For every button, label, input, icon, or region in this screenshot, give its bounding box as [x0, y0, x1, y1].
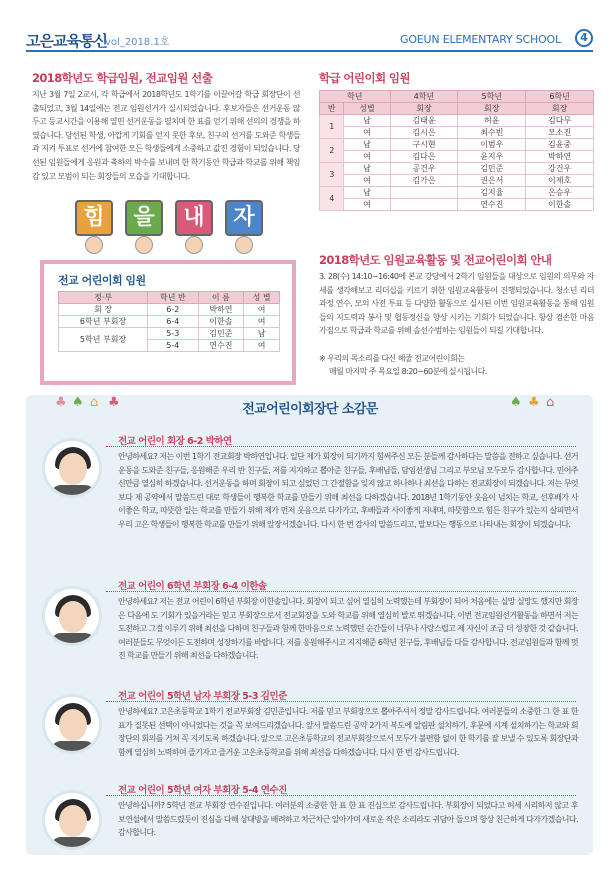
table-row: 6학년 부회장 6-4 이한솔 여 [59, 316, 280, 328]
table-row: 여 김가은 권은서 이제호 [320, 175, 594, 187]
table-header: 5학년 [458, 91, 526, 103]
table-row: 5-4 연수진 여 [59, 340, 280, 352]
table-header: 회장 [458, 103, 526, 115]
slogan-sign: 을 [125, 200, 163, 236]
slogan-illustration [55, 192, 280, 262]
tree-icon: ♣ [55, 395, 67, 410]
greetings-title: 전교어린이회장단 소감문 [242, 402, 378, 417]
tree-icon: ♣ [528, 395, 540, 410]
greeting-body: 안녕하세요? 고은초등학교 1학기 전교부회장 김민준입니다. 저를 믿고 부회장으로 뽑아주셔서 정말 감사드립니다. 여러분들의 소중한 그 한 표 한 표가 질못된 선택이 아니었다는 것을 꼭 보여드리겠습니다. 앞서 말씀드린 공약 2가지 복도에 알림판 설치하기, 후문에 시계 설치하기는 학교와 회장단의 회의를 거쳐 꼭 지키도록 하겠습니다. 앞으로 고은초등학교의 전교부회장으로서 모두가 불편함 없이 한 학기를 잘 보낼 수 있도록 회장단과 함께 열심히 노력하며 즐기자고 즐거운 고은초등학교를 위해 최선을 다하겠습니다. 다시 한 번 감사드립니다. [118, 707, 578, 757]
child-figure [185, 236, 203, 254]
tree-icon: ♠ [72, 395, 84, 410]
child-figure [135, 236, 153, 254]
greeting-rule [106, 591, 576, 592]
school-reps-table [58, 291, 280, 352]
school-reps-box [40, 260, 296, 385]
slogan-sign: 자 [225, 200, 263, 236]
class-council-title: 학급 어린이회 임원 [319, 71, 410, 85]
table-header: 회장 [526, 103, 594, 115]
election-title: 2018학년도 학급임원, 전교임원 선출 [32, 71, 213, 85]
newsletter-title: 고은교육통신 [26, 32, 107, 50]
greeting-rule [106, 795, 576, 796]
table-header: 정·부 [59, 292, 148, 304]
table-row: 1 남 김태윤 허윤 김다무 [320, 115, 594, 127]
table-row: 4 남 김지율 은승우 [320, 187, 594, 199]
page-number: 4 [575, 29, 593, 47]
greeting-title: 전교 어린이 5학년 여자 부회장 5-4 연수진 [118, 785, 287, 796]
training-body: 3. 28(수) 14:10~16:40에 본교 강당에서 2학기 임원들을 대상으로 임원의 의무와 자세를 생각해보고 리더십을 키르기 위한 임원교육활동이 진행되었습니다. 청소년 리더 과정 연수, 모의 사전 투표 등 다양한 활동으로 실시된 이번 임원교육활동을 통해 임원들의 지도력과 봉사 및 협동정신을 향상 시키는 기회가 되었습니다. 항상 겸손한 마음가짐으로 학급과 학교를 위해 솔선수범하는 임원들이 되길 기대합니다. [319, 272, 594, 336]
issue-volume: vol_2018.1호 [105, 37, 170, 48]
table-header: 회장 [390, 103, 458, 115]
school-name: GOEUN ELEMENTARY SCHOOL [400, 33, 561, 46]
greetings-banner [50, 395, 570, 421]
school-reps-title: 전교 어린이회 임원 [58, 274, 146, 287]
table-header: 반 [320, 103, 344, 115]
greeting-title: 전교 어린이 회장 6-2 박하연 [118, 436, 232, 447]
student-photo [42, 586, 102, 646]
election-body: 지난 3월 7일 2교시, 각 학급에서 2018학년도 1학기를 이끌어갈 학급 회장단이 선출되었고, 3월 14일에는 전교 임원선거가 실시되었습니다. 후보자들은 선거운동 않두고 등교시간을 이용해 열띤 선거운동을 펼치며 한 표를 얻기 위해 선의의 경쟁을 하였습니다. 당선된 학생, 아깝게 기회를 얻지 못한 후보, 친구의 선거를 도와준 학생들과 지켜 투표로 선거에 참여한 모든 학생들에게 소중하고 값진 경험이 되었습니다. 당선된 임원들에게 응원과 축하의 박수를 보내며 한 학기동안 학급과 학교를 위해 책임감 있고 모범이 되는 회장들의 모습을 기대합니다. [32, 90, 300, 181]
table-header: 6학년 [526, 91, 594, 103]
slogan-sign: 내 [175, 200, 213, 236]
tree-icon: ♣ [108, 395, 120, 410]
slogan-sign: 힘 [75, 200, 113, 236]
table-header: 4학년 [390, 91, 458, 103]
greeting-rule [106, 701, 576, 702]
table-header: 학년 반 [148, 292, 198, 304]
student-photo [42, 790, 102, 850]
table-header: 성 별 [244, 292, 280, 304]
table-header: 이 름 [198, 292, 244, 304]
table-header: 성별 [344, 103, 390, 115]
table-row: 회 장 6-2 박하연 여 [59, 304, 280, 316]
table-header: 학년 [320, 91, 391, 103]
table-row: 여 김다은 윤지우 박하연 [320, 151, 594, 163]
table-row: 2 남 구시현 이범우 김윤중 [320, 139, 594, 151]
training-note: 매월 마지막 주 목요일 8:20~60분에 실시됩니다. [329, 367, 487, 376]
house-icon: ⌂ [546, 395, 555, 410]
child-figure [235, 236, 253, 254]
table-row: 5학년 부회장 5-3 김민준 남 [59, 328, 280, 340]
student-photo [42, 694, 102, 754]
greeting-rule [106, 446, 576, 447]
training-title: 2018학년도 임원교육활동 및 전교어린이회 안내 [319, 253, 552, 267]
tree-icon: ♠ [510, 395, 522, 410]
greeting-body: 안녕하세요? 저는 전교 어린이 6학년 부회장 이한솔입니다. 회장이 되고 싶어 열심히 노력했는데 부회장이 되어 처음에는 실망 실망도 했지만 회장은 다음에 도 기회가 있을거라는 믿고 부회장으로서 전교회장을 도와 학교를 위해 열심히 발로 뛰겠습니다. 이번 전교임원선거활동을 하면서 저는 도전하고 그걸 이루기 위해 최선을 다하며 친구들과 함께 한마음으로 노력했던 순간들이 너무나 사랑스럽고 제 자신이 조금 더 성장한 것 같습니다. 여러분들도 무엇이든 도전하며 성장하기를 바랍니다. 저를 응원해주시고 지지해준 6학년 친구들, 후배님들 다들 감사합니다. 전교임원들과 함께 멋진 학교를 만들기 위해 최선을 다하겠습니다. [118, 597, 579, 661]
newsletter-header [0, 0, 615, 54]
student-photo [42, 438, 102, 498]
table-row: 여 김시은 최수빈 모소진 [320, 127, 594, 139]
table-row: 3 남 공건우 김민준 강건우 [320, 163, 594, 175]
table-row: 여 연수진 이한솔 [320, 199, 594, 211]
class-council-table [319, 90, 594, 211]
training-note: ※ 우리의 목소리를 다신 해줄 전교어린이회는 [319, 354, 465, 363]
house-icon: ⌂ [90, 395, 99, 410]
child-figure [85, 236, 103, 254]
greeting-title: 전교 어린이 6학년 부회장 6-4 이한솔 [118, 581, 267, 592]
greeting-title: 전교 어린이 5학년 남자 부회장 5-3 김민준 [118, 691, 287, 702]
greeting-body: 안녕하세요? 저는 이번 1학기 전교회장 박하연입니다. 일단 제가 회장이 되기까지 힘써주신 모든 분들께 감사하다는 말씀을 전하고 싶습니다. 선거운동을 도와준 친구들, 응원해준 우리 반 친구들, 저를 지지하고 뽑아준 친구들, 후배님들, 담임선생님 그리고 부모님 모두모두 감사합니다. 민어주신만큼 열심히 하겠습니다. 선거운동을 하며 회장이 되고 싶었던 그 간절함을 잊지 않고 하나하나 최선을 다하는 전교회장이 되겠습니다. 저는 무엇보다 제 공약에서 말씀드린 대로 학생들이 행복한 학교를 만들기 위해 최선을 다하겠습니다. 2018년 1학기동안 웃음이 넘치는 학교, 선후배가 사이좋은 학교, 따뜻한 일는 학교를 만들기 위해 제가 먼저 웃음으로 다가가고, 후배들과 사이좋게 지내며, 따뜻함으로 힘든 친구가 있는지 살피면서 우리 고은 학생들이 행복한 학교를 만들기 위해 앞장서겠습니다. 다시 한 번 감사의 말씀드리고, 말보다는 행동으로 나타내는 회장이 되겠습니다. [118, 452, 578, 529]
greeting-body: 안녕하십니까? 5학년 전교 부회장 연수진입니다. 여러분의 소중한 한 표 한 표 진심으로 감사드립니다. 부회장이 되었다고 허세 시리하지 않고 후보연설에서 말씀드렸듯이 진심을 다해 상대방을 배려하고 차근차근 알아가며 새로운 작은 소리라도 귀담아 들으며 항상 친근하게 다가가겠습니다. 감사합니다. [118, 801, 578, 838]
header-rule [26, 50, 593, 52]
